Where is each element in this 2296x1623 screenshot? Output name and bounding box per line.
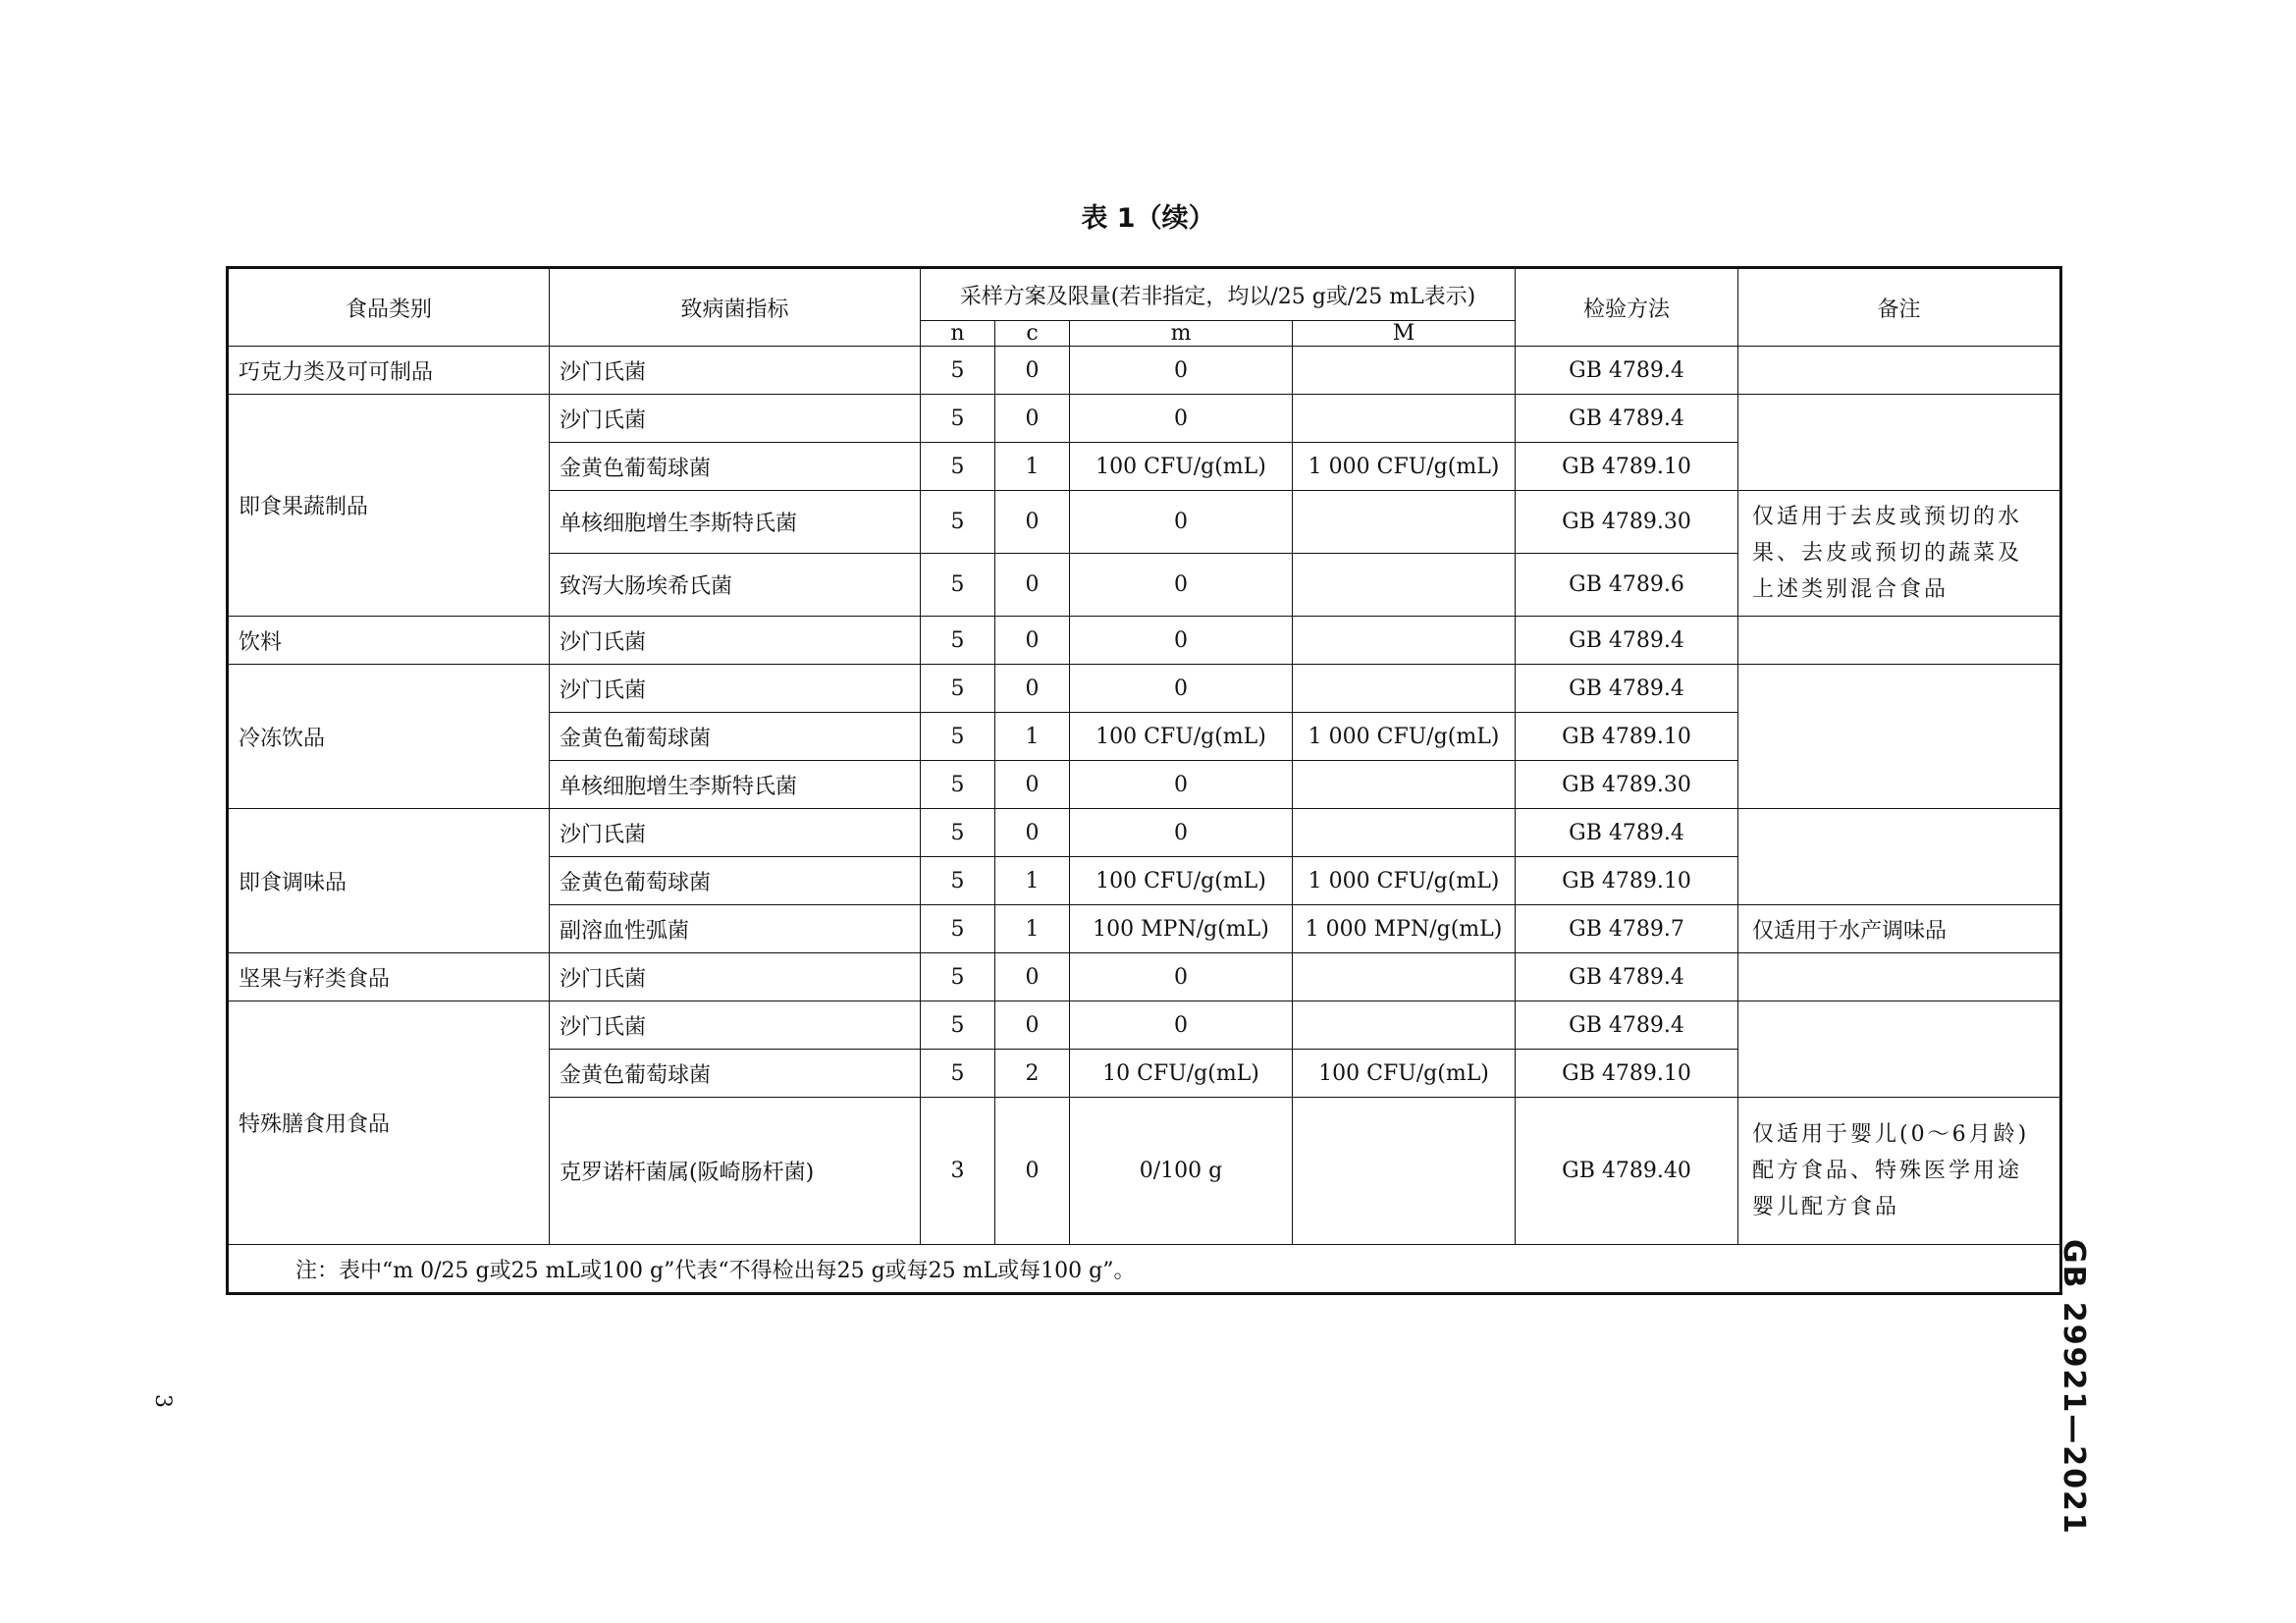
m-cell: 10 CFU/g(mL) bbox=[1070, 1050, 1293, 1098]
n-cell: 5 bbox=[921, 1050, 995, 1098]
header-category: 食品类别 bbox=[228, 268, 550, 347]
pathogen-limit-table bbox=[226, 266, 2062, 1295]
m-cell: 100 CFU/g(mL) bbox=[1070, 857, 1293, 905]
remark-cell bbox=[1738, 665, 2061, 809]
method-cell: GB 4789.30 bbox=[1516, 761, 1738, 809]
method-cell: GB 4789.4 bbox=[1516, 809, 1738, 857]
header-c: c bbox=[995, 321, 1070, 347]
n-cell: 5 bbox=[921, 617, 995, 665]
table-row bbox=[228, 953, 2061, 1001]
pathogen-cell: 沙门氏菌 bbox=[550, 617, 921, 665]
c-cell: 0 bbox=[995, 809, 1070, 857]
method-cell: GB 4789.7 bbox=[1516, 905, 1738, 953]
header-pathogen: 致病菌指标 bbox=[550, 268, 921, 347]
m-cell: 100 CFU/g(mL) bbox=[1070, 443, 1293, 491]
category-cell: 即食调味品 bbox=[228, 809, 550, 953]
m-cell: 0 bbox=[1070, 761, 1293, 809]
n-cell: 5 bbox=[921, 761, 995, 809]
standard-code: GB 29921—2021 bbox=[2056, 1239, 2091, 1536]
n-cell: 5 bbox=[921, 809, 995, 857]
M-cell: 1 000 MPN/g(mL) bbox=[1293, 905, 1516, 953]
M-cell bbox=[1293, 809, 1516, 857]
m-cell: 0 bbox=[1070, 953, 1293, 1001]
c-cell: 0 bbox=[995, 491, 1070, 554]
remark-cell bbox=[1738, 809, 2061, 905]
header-method: 检验方法 bbox=[1516, 268, 1738, 347]
c-cell: 0 bbox=[995, 1001, 1070, 1050]
c-cell: 0 bbox=[995, 554, 1070, 617]
c-cell: 1 bbox=[995, 857, 1070, 905]
M-cell: 100 CFU/g(mL) bbox=[1293, 1050, 1516, 1098]
table-row bbox=[228, 617, 2061, 665]
M-cell bbox=[1293, 953, 1516, 1001]
method-cell: GB 4789.10 bbox=[1516, 443, 1738, 491]
table-row bbox=[228, 347, 2061, 395]
pathogen-cell: 金黄色葡萄球菌 bbox=[550, 857, 921, 905]
pathogen-cell: 单核细胞增生李斯特氏菌 bbox=[550, 491, 921, 554]
method-cell: GB 4789.30 bbox=[1516, 491, 1738, 554]
remark-cell bbox=[1738, 347, 2061, 395]
method-cell: GB 4789.4 bbox=[1516, 347, 1738, 395]
n-cell: 5 bbox=[921, 665, 995, 713]
M-cell: 1 000 CFU/g(mL) bbox=[1293, 443, 1516, 491]
page-number: 3 bbox=[150, 1394, 175, 1408]
pathogen-limit-table-container bbox=[226, 266, 2062, 1295]
m-cell: 100 MPN/g(mL) bbox=[1070, 905, 1293, 953]
m-cell: 0 bbox=[1070, 617, 1293, 665]
method-cell: GB 4789.6 bbox=[1516, 554, 1738, 617]
n-cell: 5 bbox=[921, 443, 995, 491]
n-cell: 3 bbox=[921, 1098, 995, 1245]
method-cell: GB 4789.4 bbox=[1516, 953, 1738, 1001]
method-cell: GB 4789.40 bbox=[1516, 1098, 1738, 1245]
M-cell bbox=[1293, 395, 1516, 443]
header-sampling: 采样方案及限量(若非指定，均以/25 g或/25 mL表示) bbox=[921, 268, 1516, 321]
pathogen-cell: 金黄色葡萄球菌 bbox=[550, 443, 921, 491]
M-cell: 1 000 CFU/g(mL) bbox=[1293, 713, 1516, 761]
remark-cell: 仅适用于婴儿(0～6月龄)配方食品、特殊医学用途婴儿配方食品 bbox=[1738, 1098, 2061, 1245]
category-cell: 即食果蔬制品 bbox=[228, 395, 550, 617]
M-cell bbox=[1293, 554, 1516, 617]
m-cell: 0 bbox=[1070, 1001, 1293, 1050]
pathogen-cell: 致泻大肠埃希氏菌 bbox=[550, 554, 921, 617]
c-cell: 0 bbox=[995, 617, 1070, 665]
header-n: n bbox=[921, 321, 995, 347]
c-cell: 0 bbox=[995, 761, 1070, 809]
c-cell: 0 bbox=[995, 953, 1070, 1001]
m-cell: 0 bbox=[1070, 395, 1293, 443]
header-remark: 备注 bbox=[1738, 268, 2061, 347]
pathogen-cell: 金黄色葡萄球菌 bbox=[550, 1050, 921, 1098]
remark-cell bbox=[1738, 617, 2061, 665]
M-cell bbox=[1293, 491, 1516, 554]
header-m: m bbox=[1070, 321, 1293, 347]
n-cell: 5 bbox=[921, 1001, 995, 1050]
c-cell: 2 bbox=[995, 1050, 1070, 1098]
pathogen-cell: 沙门氏菌 bbox=[550, 395, 921, 443]
category-cell: 饮料 bbox=[228, 617, 550, 665]
table-row bbox=[228, 809, 2061, 857]
n-cell: 5 bbox=[921, 857, 995, 905]
table-row bbox=[228, 665, 2061, 713]
c-cell: 0 bbox=[995, 665, 1070, 713]
pathogen-cell: 沙门氏菌 bbox=[550, 665, 921, 713]
remark-cell: 仅适用于去皮或预切的水果、去皮或预切的蔬菜及上述类别混合食品 bbox=[1738, 491, 2061, 617]
method-cell: GB 4789.4 bbox=[1516, 1001, 1738, 1050]
method-cell: GB 4789.4 bbox=[1516, 617, 1738, 665]
m-cell: 0/100 g bbox=[1070, 1098, 1293, 1245]
n-cell: 5 bbox=[921, 395, 995, 443]
M-cell bbox=[1293, 761, 1516, 809]
m-cell: 100 CFU/g(mL) bbox=[1070, 713, 1293, 761]
n-cell: 5 bbox=[921, 905, 995, 953]
table-row bbox=[228, 1001, 2061, 1050]
M-cell: 1 000 CFU/g(mL) bbox=[1293, 857, 1516, 905]
method-cell: GB 4789.10 bbox=[1516, 857, 1738, 905]
remark-cell: 仅适用于水产调味品 bbox=[1738, 905, 2061, 953]
c-cell: 1 bbox=[995, 713, 1070, 761]
c-cell: 1 bbox=[995, 905, 1070, 953]
M-cell bbox=[1293, 617, 1516, 665]
n-cell: 5 bbox=[921, 491, 995, 554]
remark-cell bbox=[1738, 395, 2061, 491]
remark-cell bbox=[1738, 1001, 2061, 1098]
header-M: M bbox=[1293, 321, 1516, 347]
m-cell: 0 bbox=[1070, 809, 1293, 857]
method-cell: GB 4789.10 bbox=[1516, 1050, 1738, 1098]
method-cell: GB 4789.4 bbox=[1516, 665, 1738, 713]
n-cell: 5 bbox=[921, 953, 995, 1001]
c-cell: 0 bbox=[995, 1098, 1070, 1245]
pathogen-cell: 沙门氏菌 bbox=[550, 347, 921, 395]
pathogen-cell: 克罗诺杆菌属(阪崎肠杆菌) bbox=[550, 1098, 921, 1245]
M-cell bbox=[1293, 665, 1516, 713]
m-cell: 0 bbox=[1070, 491, 1293, 554]
m-cell: 0 bbox=[1070, 347, 1293, 395]
M-cell bbox=[1293, 1001, 1516, 1050]
c-cell: 1 bbox=[995, 443, 1070, 491]
pathogen-cell: 沙门氏菌 bbox=[550, 953, 921, 1001]
m-cell: 0 bbox=[1070, 554, 1293, 617]
n-cell: 5 bbox=[921, 713, 995, 761]
m-cell: 0 bbox=[1070, 665, 1293, 713]
table-title: 表 1（续） bbox=[1081, 203, 1215, 234]
pathogen-cell: 单核细胞增生李斯特氏菌 bbox=[550, 761, 921, 809]
n-cell: 5 bbox=[921, 554, 995, 617]
pathogen-cell: 金黄色葡萄球菌 bbox=[550, 713, 921, 761]
table-note: 注：表中“m 0/25 g或25 mL或100 g”代表“不得检出每25 g或每25 mL或每100 g”。 bbox=[228, 1245, 2061, 1294]
pathogen-cell: 沙门氏菌 bbox=[550, 1001, 921, 1050]
M-cell bbox=[1293, 1098, 1516, 1245]
pathogen-cell: 沙门氏菌 bbox=[550, 809, 921, 857]
method-cell: GB 4789.10 bbox=[1516, 713, 1738, 761]
n-cell: 5 bbox=[921, 347, 995, 395]
table-row bbox=[228, 395, 2061, 443]
c-cell: 0 bbox=[995, 347, 1070, 395]
category-cell: 坚果与籽类食品 bbox=[228, 953, 550, 1001]
category-cell: 特殊膳食用食品 bbox=[228, 1001, 550, 1245]
method-cell: GB 4789.4 bbox=[1516, 395, 1738, 443]
category-cell: 巧克力类及可可制品 bbox=[228, 347, 550, 395]
M-cell bbox=[1293, 347, 1516, 395]
category-cell: 冷冻饮品 bbox=[228, 665, 550, 809]
remark-cell bbox=[1738, 953, 2061, 1001]
c-cell: 0 bbox=[995, 395, 1070, 443]
pathogen-cell: 副溶血性弧菌 bbox=[550, 905, 921, 953]
